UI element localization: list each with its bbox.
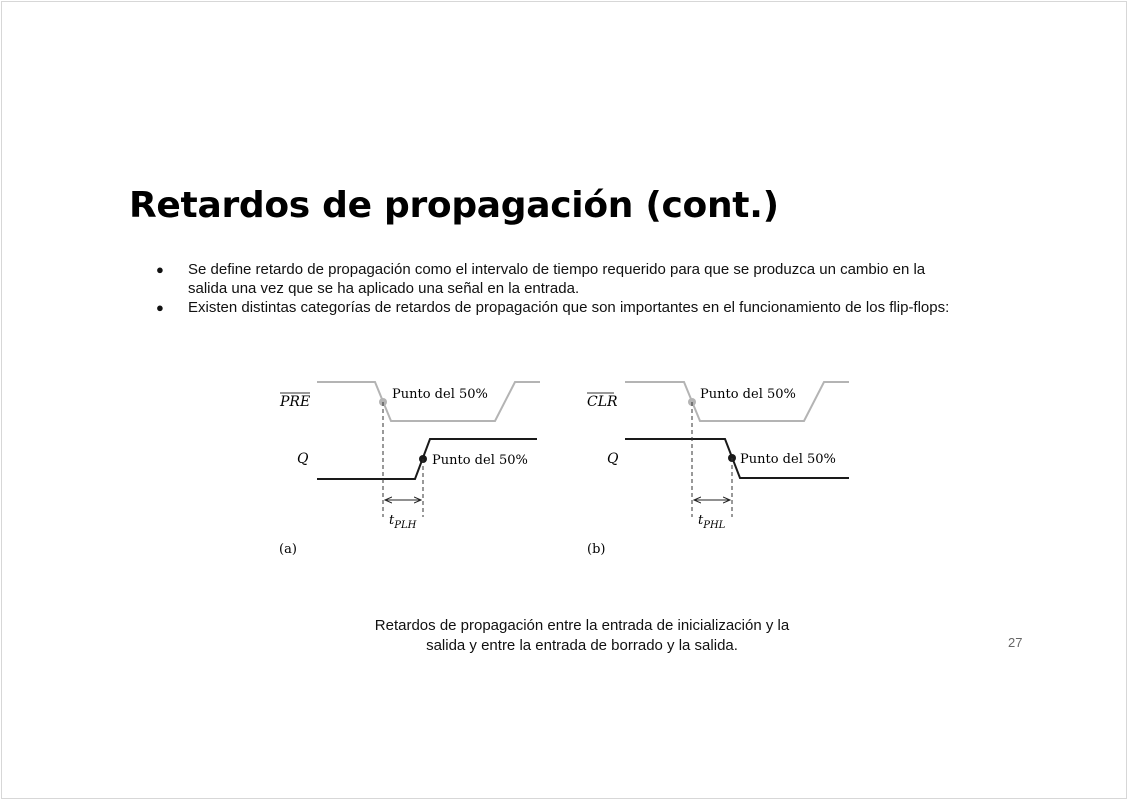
slide xyxy=(1,1,1127,799)
pre-50-point-label: Punto del 50% xyxy=(392,387,488,402)
tplh-label: $t_{PLH}$ xyxy=(389,513,417,531)
q-50-point-label-a: Punto del 50% xyxy=(432,453,528,468)
caption-line-1: Retardos de propagación entre la entrada de inicialización y la xyxy=(374,617,790,634)
figure-caption xyxy=(332,616,832,656)
bullet-item xyxy=(152,260,962,298)
panel-a-label: (a) xyxy=(279,542,297,557)
panel-b xyxy=(587,382,849,557)
panel-b-label: (b) xyxy=(587,542,606,557)
bullet-text: Existen distintas categorías de retardos de propagación que son importantes en el funcionamiento de los flip-flops: xyxy=(188,299,950,316)
panel-a xyxy=(279,382,540,557)
bullet-dot-icon: ● xyxy=(156,262,164,277)
bullet-item xyxy=(152,298,962,317)
caption-line-2: salida y entre la entrada de borrado y la salida. xyxy=(426,637,738,654)
clr-label: CLR xyxy=(587,394,618,410)
bullet-list xyxy=(152,260,962,317)
q-label-a: Q xyxy=(297,451,309,467)
clr-50-point-label: Punto del 50% xyxy=(700,387,796,402)
q-50-point-label-b: Punto del 50% xyxy=(740,452,836,467)
propagation-delay-diagram xyxy=(267,367,867,567)
pre-label: PRE xyxy=(280,394,311,410)
q-label-b: Q xyxy=(607,451,619,467)
bullet-dot-icon: ● xyxy=(156,300,164,315)
tphl-label: $t_{PHL}$ xyxy=(698,513,726,531)
page-number: 27 xyxy=(1008,635,1023,650)
bullet-text: Se define retardo de propagación como el intervalo de tiempo requerido para que se produzca un cambio en la salida una vez que se ha aplicado una señal en la entrada. xyxy=(188,261,926,297)
slide-title: Retardos de propagación (cont.) xyxy=(129,185,779,226)
